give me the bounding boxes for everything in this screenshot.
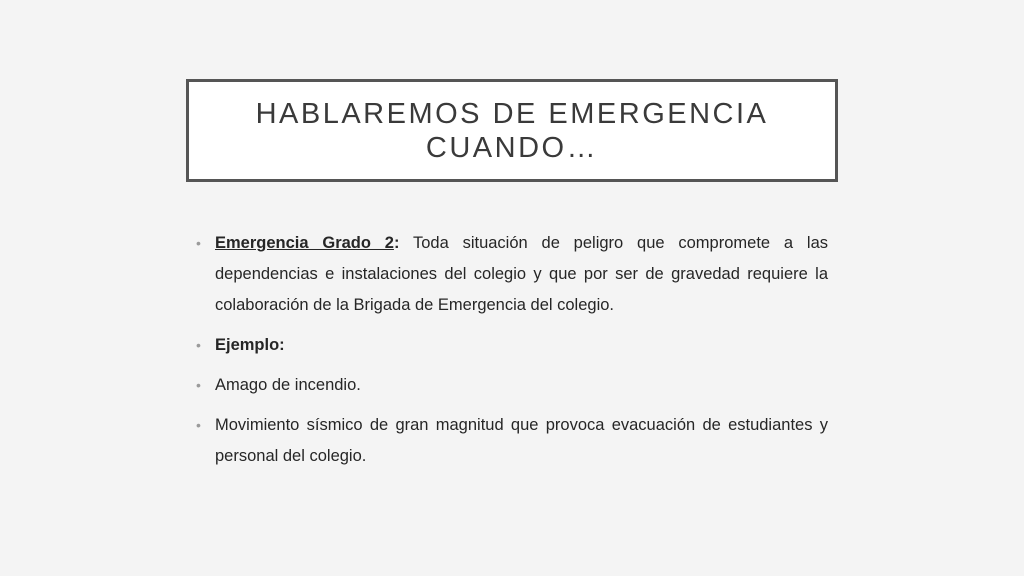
movimiento-text: Movimiento sísmico de gran magnitud que provoca evacuación de estudiantes y personal del colegio. (215, 416, 828, 465)
term-colon: : (393, 234, 400, 252)
bullet-item-definition (196, 228, 828, 321)
bullet-item-movimiento (196, 410, 828, 472)
slide-content (196, 228, 828, 481)
slide-title-box (186, 79, 838, 182)
amago-text: Amago de incendio. (215, 376, 361, 394)
slide-title: HABLAREMOS DE EMERGENCIA CUANDO… (255, 97, 769, 164)
term-emergencia-grado-2: Emergencia Grado 2 (215, 234, 394, 252)
bullet-dot-icon: • (196, 337, 201, 353)
bullet-dot-icon: • (196, 417, 201, 433)
bullet-item-ejemplo (196, 330, 828, 361)
definition-text: Toda situación de peligro que compromete a las dependencias e instalaciones del colegio y que por ser de gravedad requiere la colaboración de la Brigada de Emergencia del colegio. (215, 234, 828, 314)
bullet-dot-icon: • (196, 377, 201, 393)
ejemplo-label: Ejemplo: (215, 336, 285, 354)
bullet-item-amago (196, 370, 828, 401)
bullet-dot-icon: • (196, 235, 201, 251)
